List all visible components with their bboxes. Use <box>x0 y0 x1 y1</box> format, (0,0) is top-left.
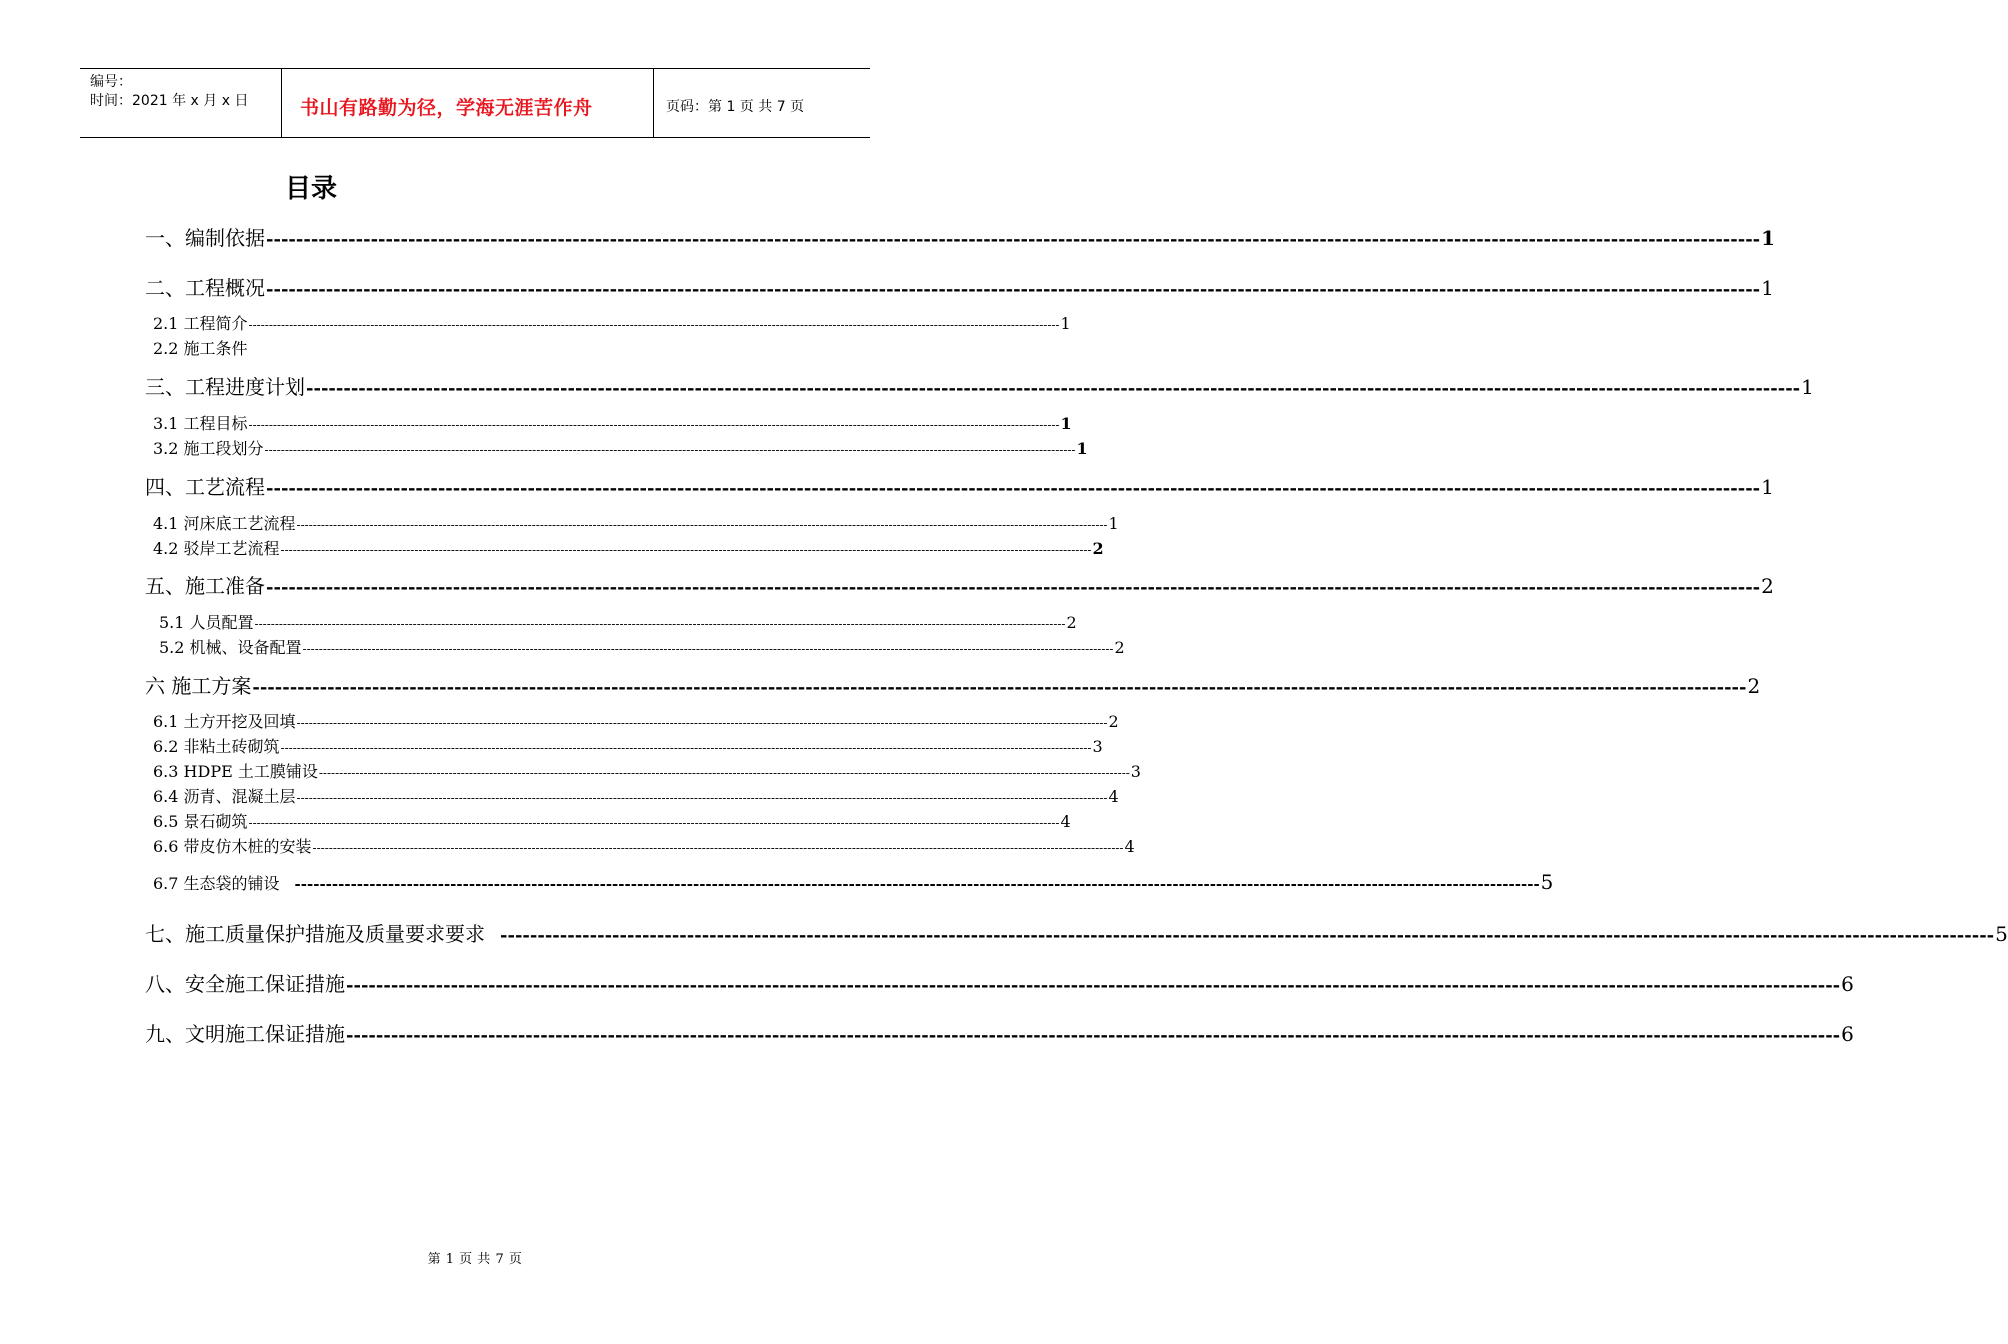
toc-entry-label: 4.1 河床底工艺流程 <box>153 514 296 533</box>
toc-entry-6-1[interactable] <box>153 709 1119 732</box>
toc-leader: -------------------------------------------------------------------------------------------------------------------------------------------------------------------------------------------------------- <box>346 1025 1841 1046</box>
toc-entry-page: 4 <box>1108 787 1119 806</box>
toc-leader: -------------------------------------------------------------------------------------------------------------------------------------------------------------------------------------------------------- <box>266 478 1761 499</box>
toc-entry-label: 六 施工方案 <box>145 674 252 698</box>
toc-entry-label: 6.1 土方开挖及回填 <box>153 712 296 731</box>
toc-leader: -------------------------------------------------------------------------------------------------------------------------------------------------------------------------------------------------------- <box>306 378 1801 399</box>
toc-entry-5[interactable] <box>145 570 1774 599</box>
toc-entry-4-1[interactable] <box>153 511 1119 534</box>
toc-entry-label: 6.5 景石砌筑 <box>153 812 248 831</box>
header-info-cell <box>80 69 282 137</box>
toc-entry-6-6[interactable] <box>153 834 1135 857</box>
toc-entry-2[interactable] <box>145 272 1774 301</box>
toc-entry-page: 1 <box>1801 375 1814 399</box>
toc-entry-4-2[interactable] <box>153 536 1104 559</box>
toc-leader: -------------------------------------------------------------------------------------------------------------------------------------------------------------------------------------------------------- <box>294 875 1540 893</box>
toc-entry-6-3[interactable] <box>153 759 1141 782</box>
toc-entry-label: 四、工艺流程 <box>145 475 265 499</box>
toc-entry-1[interactable] <box>145 222 1776 251</box>
toc-entry-page: 1 <box>1761 475 1774 499</box>
toc-entry-label: 七、施工质量保护措施及质量要求要求 <box>145 922 485 946</box>
toc-entry-5-1[interactable] <box>159 610 1077 633</box>
toc-entry-label: 6.3 HDPE 土工膜铺设 <box>153 762 318 781</box>
toc-entry-page: 1 <box>1060 414 1072 433</box>
toc-entry-6-2[interactable] <box>153 734 1103 757</box>
toc-leader: -------------------------------------------------------------------------------------------------------------------------------------------------------------------------------------------------------- <box>266 279 1761 300</box>
toc-entry-3-2[interactable] <box>153 436 1088 459</box>
toc-entry-label: 三、工程进度计划 <box>145 375 305 399</box>
toc-entry-6-7[interactable] <box>153 870 1554 894</box>
toc-entry-6-5[interactable] <box>153 809 1071 832</box>
toc-entry-page: 1 <box>1761 276 1774 300</box>
toc-entry-label: 五、施工准备 <box>145 574 265 598</box>
toc-entry-2-1[interactable] <box>153 311 1071 334</box>
toc-entry-page: 2 <box>1114 638 1125 657</box>
toc-entry-label: 6.4 沥青、混凝土层 <box>153 787 296 806</box>
toc-leader: -------------------------------------------------------------------------------------------------------------------------------------------------------------------------------------------------------- <box>346 975 1841 996</box>
header-page-cell <box>654 69 870 137</box>
toc-title: 目录 <box>285 174 338 204</box>
toc-entry-2-2[interactable] <box>153 336 248 359</box>
toc-entry-page: 1 <box>1060 314 1071 333</box>
toc-entry-page: 1 <box>1761 226 1776 250</box>
toc-leader: -------------------------------------------------------------------------------------------------------------------------------------------------------------------------------------------------------- <box>264 443 1076 457</box>
toc-entry-label: 5.1 人员配置 <box>159 613 254 632</box>
toc-entry-page: 3 <box>1130 762 1141 781</box>
toc-entry-page: 4 <box>1060 812 1071 831</box>
toc-entry-7[interactable] <box>145 918 2008 947</box>
toc-entry-label: 2.2 施工条件 <box>153 339 248 358</box>
toc-leader: -------------------------------------------------------------------------------------------------------------------------------------------------------------------------------------------------------- <box>266 229 1761 250</box>
toc-entry-page: 2 <box>1747 674 1761 698</box>
toc-entry-page: 1 <box>1108 514 1119 533</box>
toc-leader: -------------------------------------------------------------------------------------------------------------------------------------------------------------------------------------------------------- <box>248 816 1060 830</box>
toc-entry-page: 3 <box>1092 737 1103 756</box>
toc-leader: -------------------------------------------------------------------------------------------------------------------------------------------------------------------------------------------------------- <box>312 841 1124 855</box>
toc-entry-5-2[interactable] <box>159 635 1125 658</box>
toc-entry-3[interactable] <box>145 371 1814 400</box>
toc-entry-label: 3.2 施工段划分 <box>153 439 264 458</box>
toc-leader: -------------------------------------------------------------------------------------------------------------------------------------------------------------------------------------------------------- <box>266 577 1761 598</box>
toc-entry-6[interactable] <box>145 670 1761 699</box>
toc-entry-label: 6.6 带皮仿木桩的安装 <box>153 837 312 856</box>
header-date: 时间：2021 年 x 月 x 日 <box>90 93 249 109</box>
toc-leader: -------------------------------------------------------------------------------------------------------------------------------------------------------------------------------------------------------- <box>248 418 1060 432</box>
toc-entry-page: 5 <box>1540 870 1554 894</box>
toc-entry-label: 3.1 工程目标 <box>153 414 248 433</box>
toc-entry-page: 4 <box>1124 837 1135 856</box>
toc-leader: -------------------------------------------------------------------------------------------------------------------------------------------------------------------------------------------------------- <box>296 716 1108 730</box>
toc-leader: -------------------------------------------------------------------------------------------------------------------------------------------------------------------------------------------------------- <box>248 318 1060 332</box>
footer-page-number: 第 1 页 共 7 页 <box>427 1252 523 1267</box>
toc-entry-label: 6.7 生态袋的铺设 <box>153 874 280 893</box>
toc-entry-label: 4.2 驳岸工艺流程 <box>153 539 280 558</box>
document-header <box>80 68 870 138</box>
toc-entry-page: 2 <box>1092 539 1104 558</box>
toc-entry-page: 2 <box>1066 613 1077 632</box>
toc-leader: -------------------------------------------------------------------------------------------------------------------------------------------------------------------------------------------------------- <box>254 617 1066 631</box>
toc-entry-page: 5 <box>1995 922 2008 946</box>
toc-leader: -------------------------------------------------------------------------------------------------------------------------------------------------------------------------------------------------------- <box>500 925 1995 946</box>
toc-entry-3-1[interactable] <box>153 411 1072 434</box>
toc-entry-8[interactable] <box>145 968 1854 997</box>
toc-leader: -------------------------------------------------------------------------------------------------------------------------------------------------------------------------------------------------------- <box>302 642 1114 656</box>
toc-entry-9[interactable] <box>145 1018 1854 1047</box>
toc-entry-page: 6 <box>1841 1022 1854 1046</box>
toc-leader: -------------------------------------------------------------------------------------------------------------------------------------------------------------------------------------------------------- <box>296 791 1108 805</box>
toc-entry-page: 2 <box>1761 574 1774 598</box>
toc-leader: -------------------------------------------------------------------------------------------------------------------------------------------------------------------------------------------------------- <box>280 741 1092 755</box>
toc-entry-page: 2 <box>1108 712 1119 731</box>
toc-entry-label: 一、编制依据 <box>145 226 265 250</box>
toc-leader: -------------------------------------------------------------------------------------------------------------------------------------------------------------------------------------------------------- <box>280 543 1092 557</box>
toc-entry-label: 八、安全施工保证措施 <box>145 972 345 996</box>
toc-entry-label: 九、文明施工保证措施 <box>145 1022 345 1046</box>
toc-entry-label: 二、工程概况 <box>145 276 265 300</box>
header-number: 编号： <box>90 74 132 90</box>
toc-entry-label: 2.1 工程简介 <box>153 314 248 333</box>
toc-entry-label: 6.2 非粘土砖砌筑 <box>153 737 280 756</box>
toc-entry-page: 1 <box>1076 439 1088 458</box>
toc-leader: -------------------------------------------------------------------------------------------------------------------------------------------------------------------------------------------------------- <box>296 518 1108 532</box>
toc-entry-6-4[interactable] <box>153 784 1119 807</box>
toc-entry-label: 5.2 机械、设备配置 <box>159 638 302 657</box>
toc-entry-4[interactable] <box>145 471 1774 500</box>
header-page-number: 页码：第 1 页 共 7 页 <box>666 99 805 115</box>
toc-leader: -------------------------------------------------------------------------------------------------------------------------------------------------------------------------------------------------------- <box>252 677 1747 698</box>
toc-entry-page: 6 <box>1841 972 1854 996</box>
header-motto-cell <box>282 69 654 137</box>
page-footer <box>0 1248 950 1267</box>
header-motto: 书山有路勤为径，学海无涯苦作舟 <box>300 97 593 119</box>
toc-leader: -------------------------------------------------------------------------------------------------------------------------------------------------------------------------------------------------------- <box>318 766 1130 780</box>
